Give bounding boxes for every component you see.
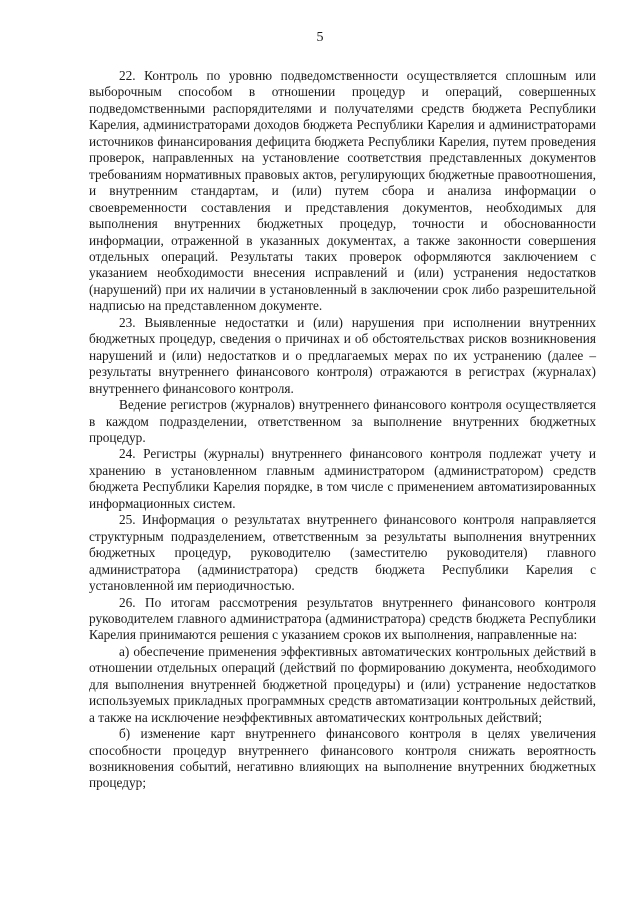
document-body [89, 68, 596, 792]
paragraph-26: 26. По итогам рассмотрения результатов внутреннего финансового контроля руководителем главного администратора (администратора) средств бюджета Республики Карелия принимаются решения с указанием сроков их выполнения, направленные на: [89, 594, 596, 643]
paragraph-25: 25. Информация о результатах внутреннего финансового контроля направляется структурным подразделением, ответственным за результаты выполнения внутренних бюджетных процедур, руководителю (заместителю руководителя) главного администратора (администратора) средств бюджета Республики Карелия с установленной им периодичностью. [89, 512, 596, 594]
paragraph-26-a: а) обеспечение применения эффективных автоматических контрольных действий в отношении отдельных операций (действий по формированию документа, необходимого для выполнения внутренней бюджетной процедуры) и (или) устранение недостатков используемых прикладных программных средств автоматизации контрольных действий, а также на исключение неэффективных автоматических контрольных действий; [89, 643, 596, 725]
paragraph-22: 22. Контроль по уровню подведомственности осуществляется сплошным или выборочным способом в отношении процедур и операций, совершенных подведомственными распорядителями и получателями средств бюджета Республики Карелия, администраторами доходов бюджета Республики Карелия и администраторами источников финансирования дефицита бюджета Республики Карелия, путем проведения проверок, направленных на установление соответствия представленных документов требованиям нормативных правовых актов, регулирующих бюджетные правоотношения, и внутренним стандартам, и (или) путем сбора и анализа информации о своевременности составления и представления документов, необходимых для выполнения внутренних бюджетных процедур, точности и обоснованности информации, отраженной в указанных документах, а также законности совершения отдельных операций. Результаты таких проверок оформляются заключением с указанием необходимости внесения исправлений и (или) устранения недостатков (нарушений) при их наличии в установленный в заключении срок либо разрешительной надписью на представленном документе. [89, 68, 596, 314]
page-number: 5 [316, 30, 324, 45]
paragraph-23: 23. Выявленные недостатки и (или) нарушения при исполнении внутренних бюджетных процедур, сведения о причинах и об обстоятельствах рисков возникновения нарушений и (или) недостатков и о предлагаемых мерах по их устранению (далее – результаты внутреннего финансового контроля) отражаются в регистрах (журналах) внутреннего финансового контроля. [89, 314, 596, 396]
paragraph-23-registers: Ведение регистров (журналов) внутреннего финансового контроля осуществляется в каждом подразделении, ответственном за выполнение внутренних бюджетных процедур. [89, 397, 596, 445]
paragraph-24: 24. Регистры (журналы) внутреннего финансового контроля подлежат учету и хранению в установленном главным администратором (администратором) средств бюджета Республики Карелия порядке, в том числе с применением автоматизированных информационных систем. [89, 446, 596, 511]
paragraph-26-b: б) изменение карт внутреннего финансового контроля в целях увеличения способности процедур внутреннего финансового контроля снижать вероятность возникновения событий, негативно влияющих на выполнение внутренних бюджетных процедур; [89, 726, 596, 791]
